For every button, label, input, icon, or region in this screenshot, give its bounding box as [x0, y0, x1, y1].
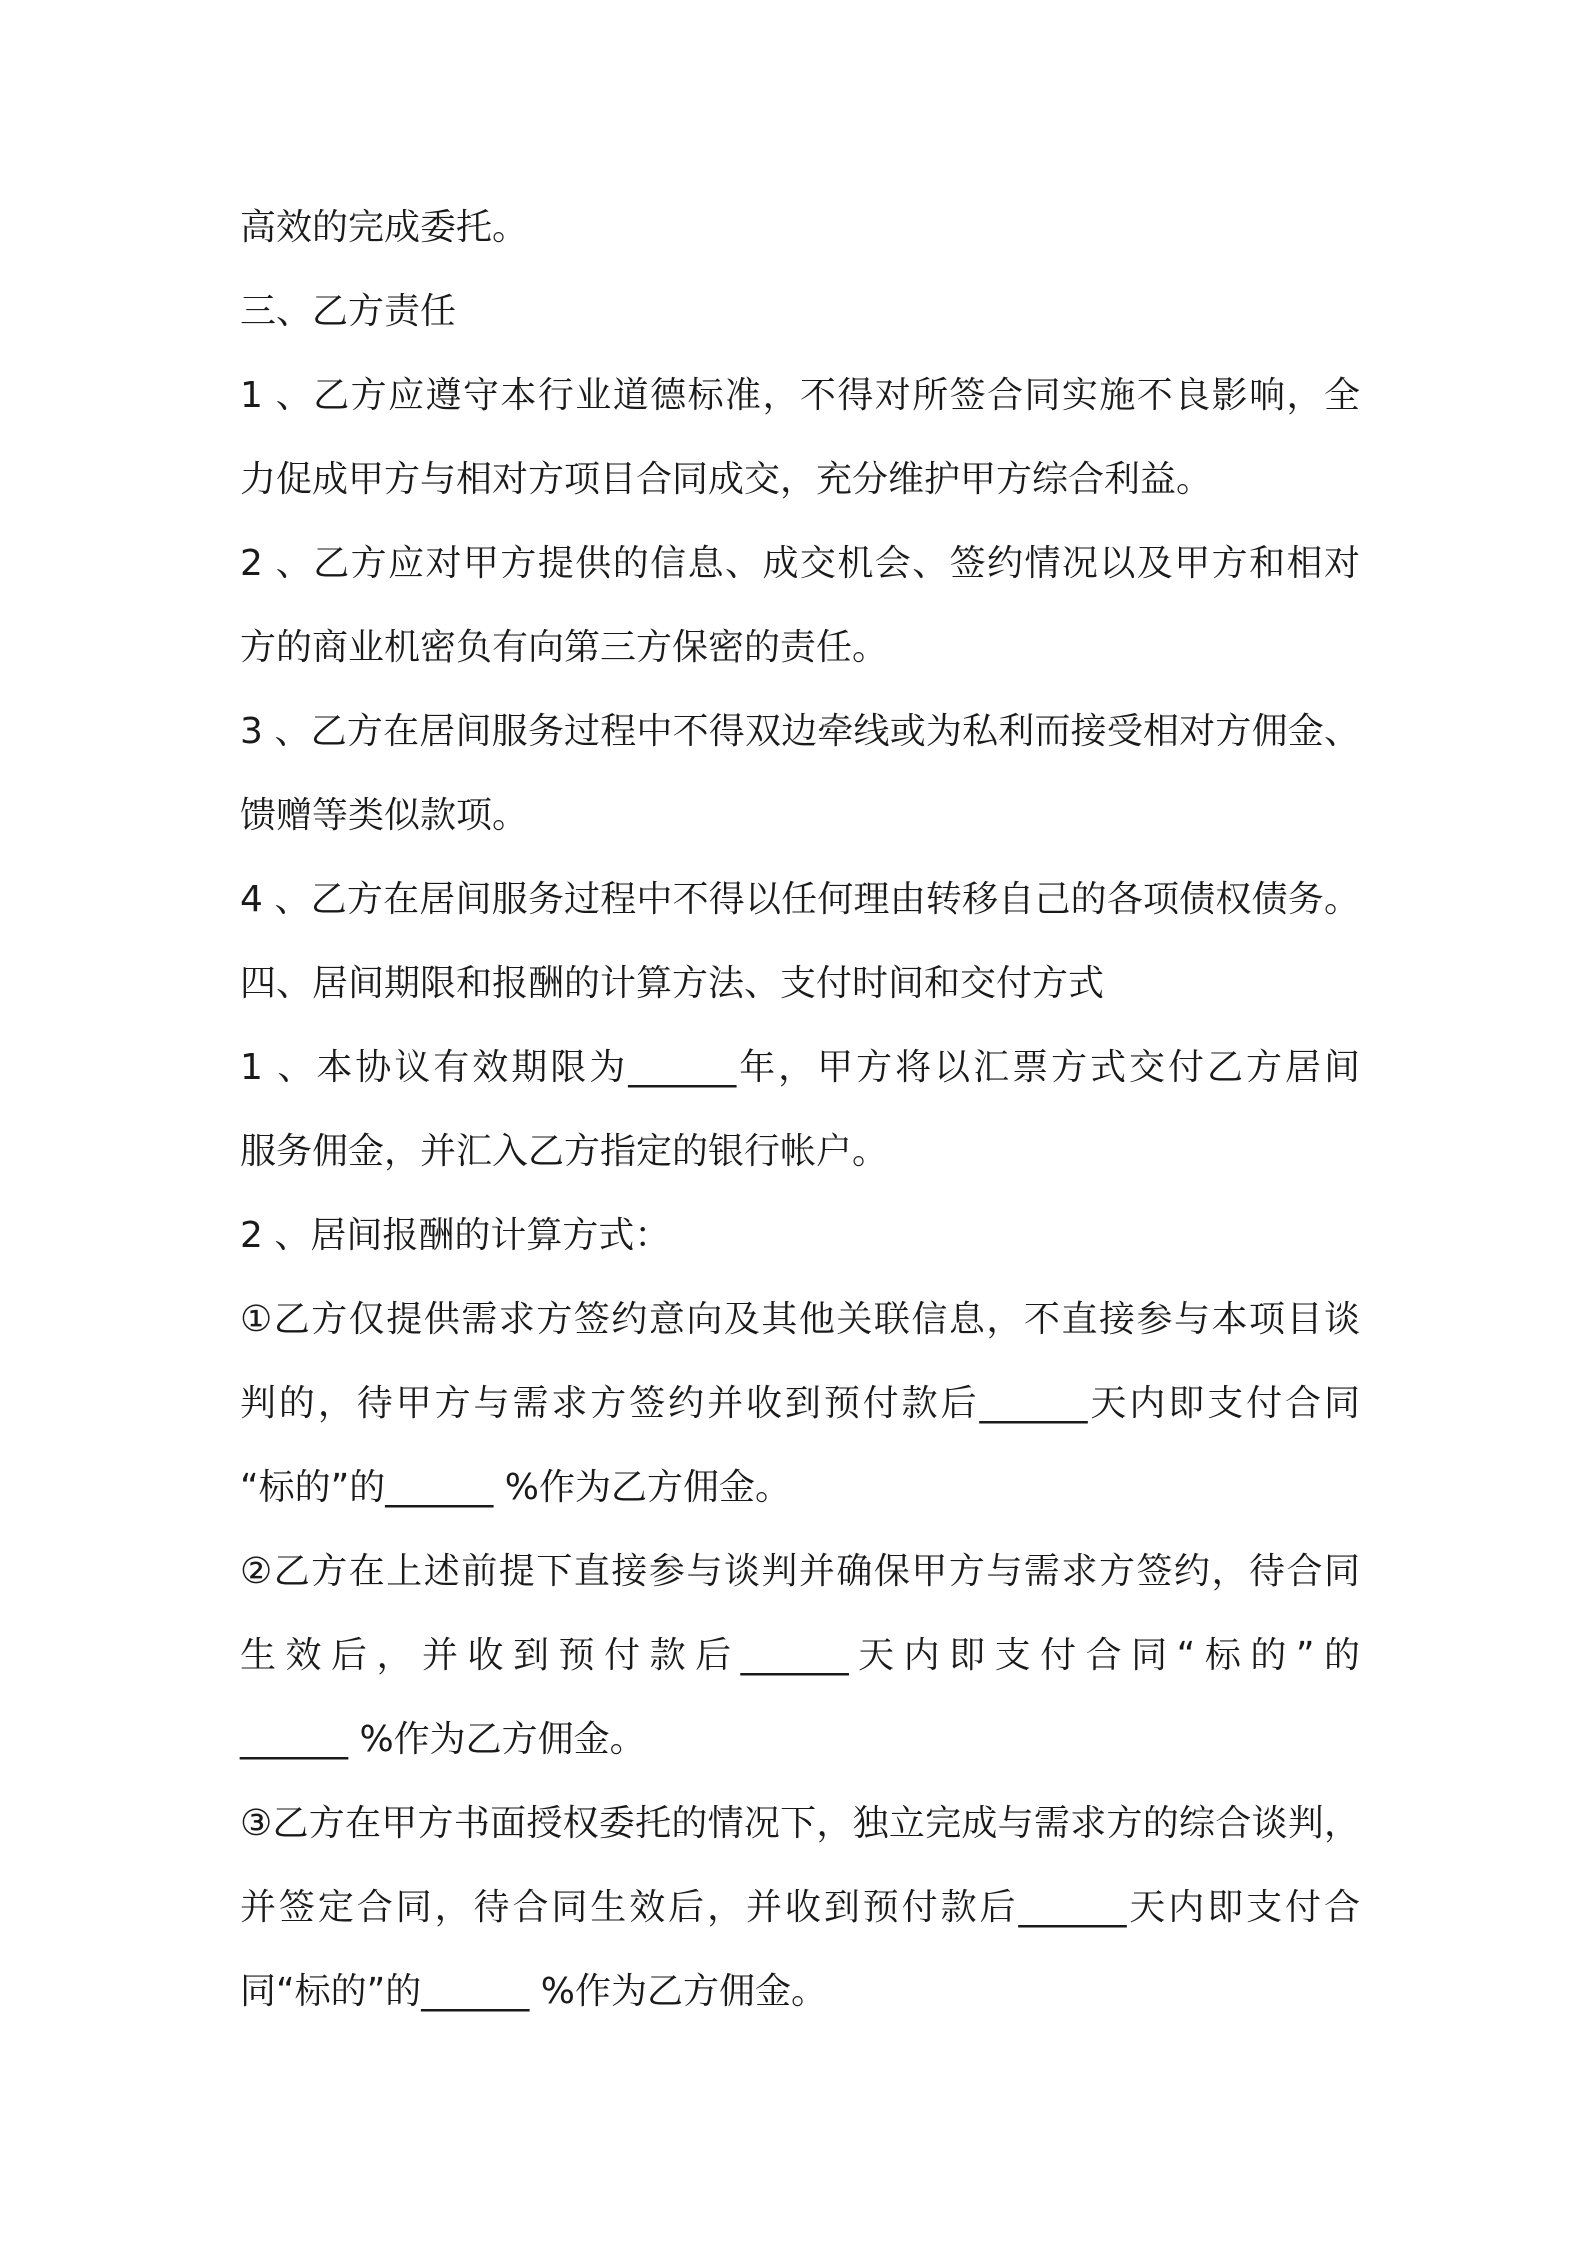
text-line: 4 、乙方在居间服务过程中不得以任何理由转移自己的各项债权债务。 — [240, 879, 1360, 920]
text-line: 3 、乙方在居间服务过程中不得双边牵线或为私利而接受相对方佣金、 — [240, 711, 1360, 752]
text-line: 服务佣金，并汇入乙方指定的银行帐户。 — [240, 1131, 889, 1172]
text-line: 方的商业机密负有向第三方保密的责任。 — [240, 627, 889, 668]
text-line: 1 、本协议有效期限为______年，甲方将以汇票方式交付乙方居间 — [240, 1047, 1360, 1088]
text-line: 判的，待甲方与需求方签约并收到预付款后______天内即支付合同 — [240, 1383, 1360, 1424]
text-line: “标的”的______ %作为乙方佣金。 — [240, 1467, 791, 1508]
text-line: 馈赠等类似款项。 — [240, 795, 529, 836]
text-line: ①乙方仅提供需求方签约意向及其他关联信息，不直接参与本项目谈 — [240, 1299, 1360, 1340]
text-line: 并签定合同，待合同生效后，并收到预付款后______天内即支付合 — [240, 1887, 1360, 1928]
text-line: 1 、乙方应遵守本行业道德标准，不得对所签合同实施不良影响，全 — [240, 375, 1360, 416]
text-line: 2 、乙方应对甲方提供的信息、成交机会、签约情况以及甲方和相对 — [240, 543, 1360, 584]
section-heading: 四、居间期限和报酬的计算方法、支付时间和交付方式 — [240, 963, 1105, 1004]
text-line: 生效后，并收到预付款后______天内即支付合同“标的”的 — [240, 1635, 1360, 1676]
text-line: 力促成甲方与相对方项目合同成交，充分维护甲方综合利益。 — [240, 459, 1213, 500]
text-line: 2 、居间报酬的计算方式： — [240, 1215, 671, 1256]
text-line: 高效的完成委托。 — [240, 207, 529, 248]
section-heading: 三、乙方责任 — [240, 291, 457, 332]
text-line: ②乙方在上述前提下直接参与谈判并确保甲方与需求方签约，待合同 — [240, 1551, 1360, 1592]
text-line: 同“标的”的______ %作为乙方佣金。 — [240, 1971, 827, 2012]
text-line: ______ %作为乙方佣金。 — [240, 1719, 646, 1760]
text-line: ③乙方在甲方书面授权委托的情况下，独立完成与需求方的综合谈判， — [240, 1803, 1360, 1844]
